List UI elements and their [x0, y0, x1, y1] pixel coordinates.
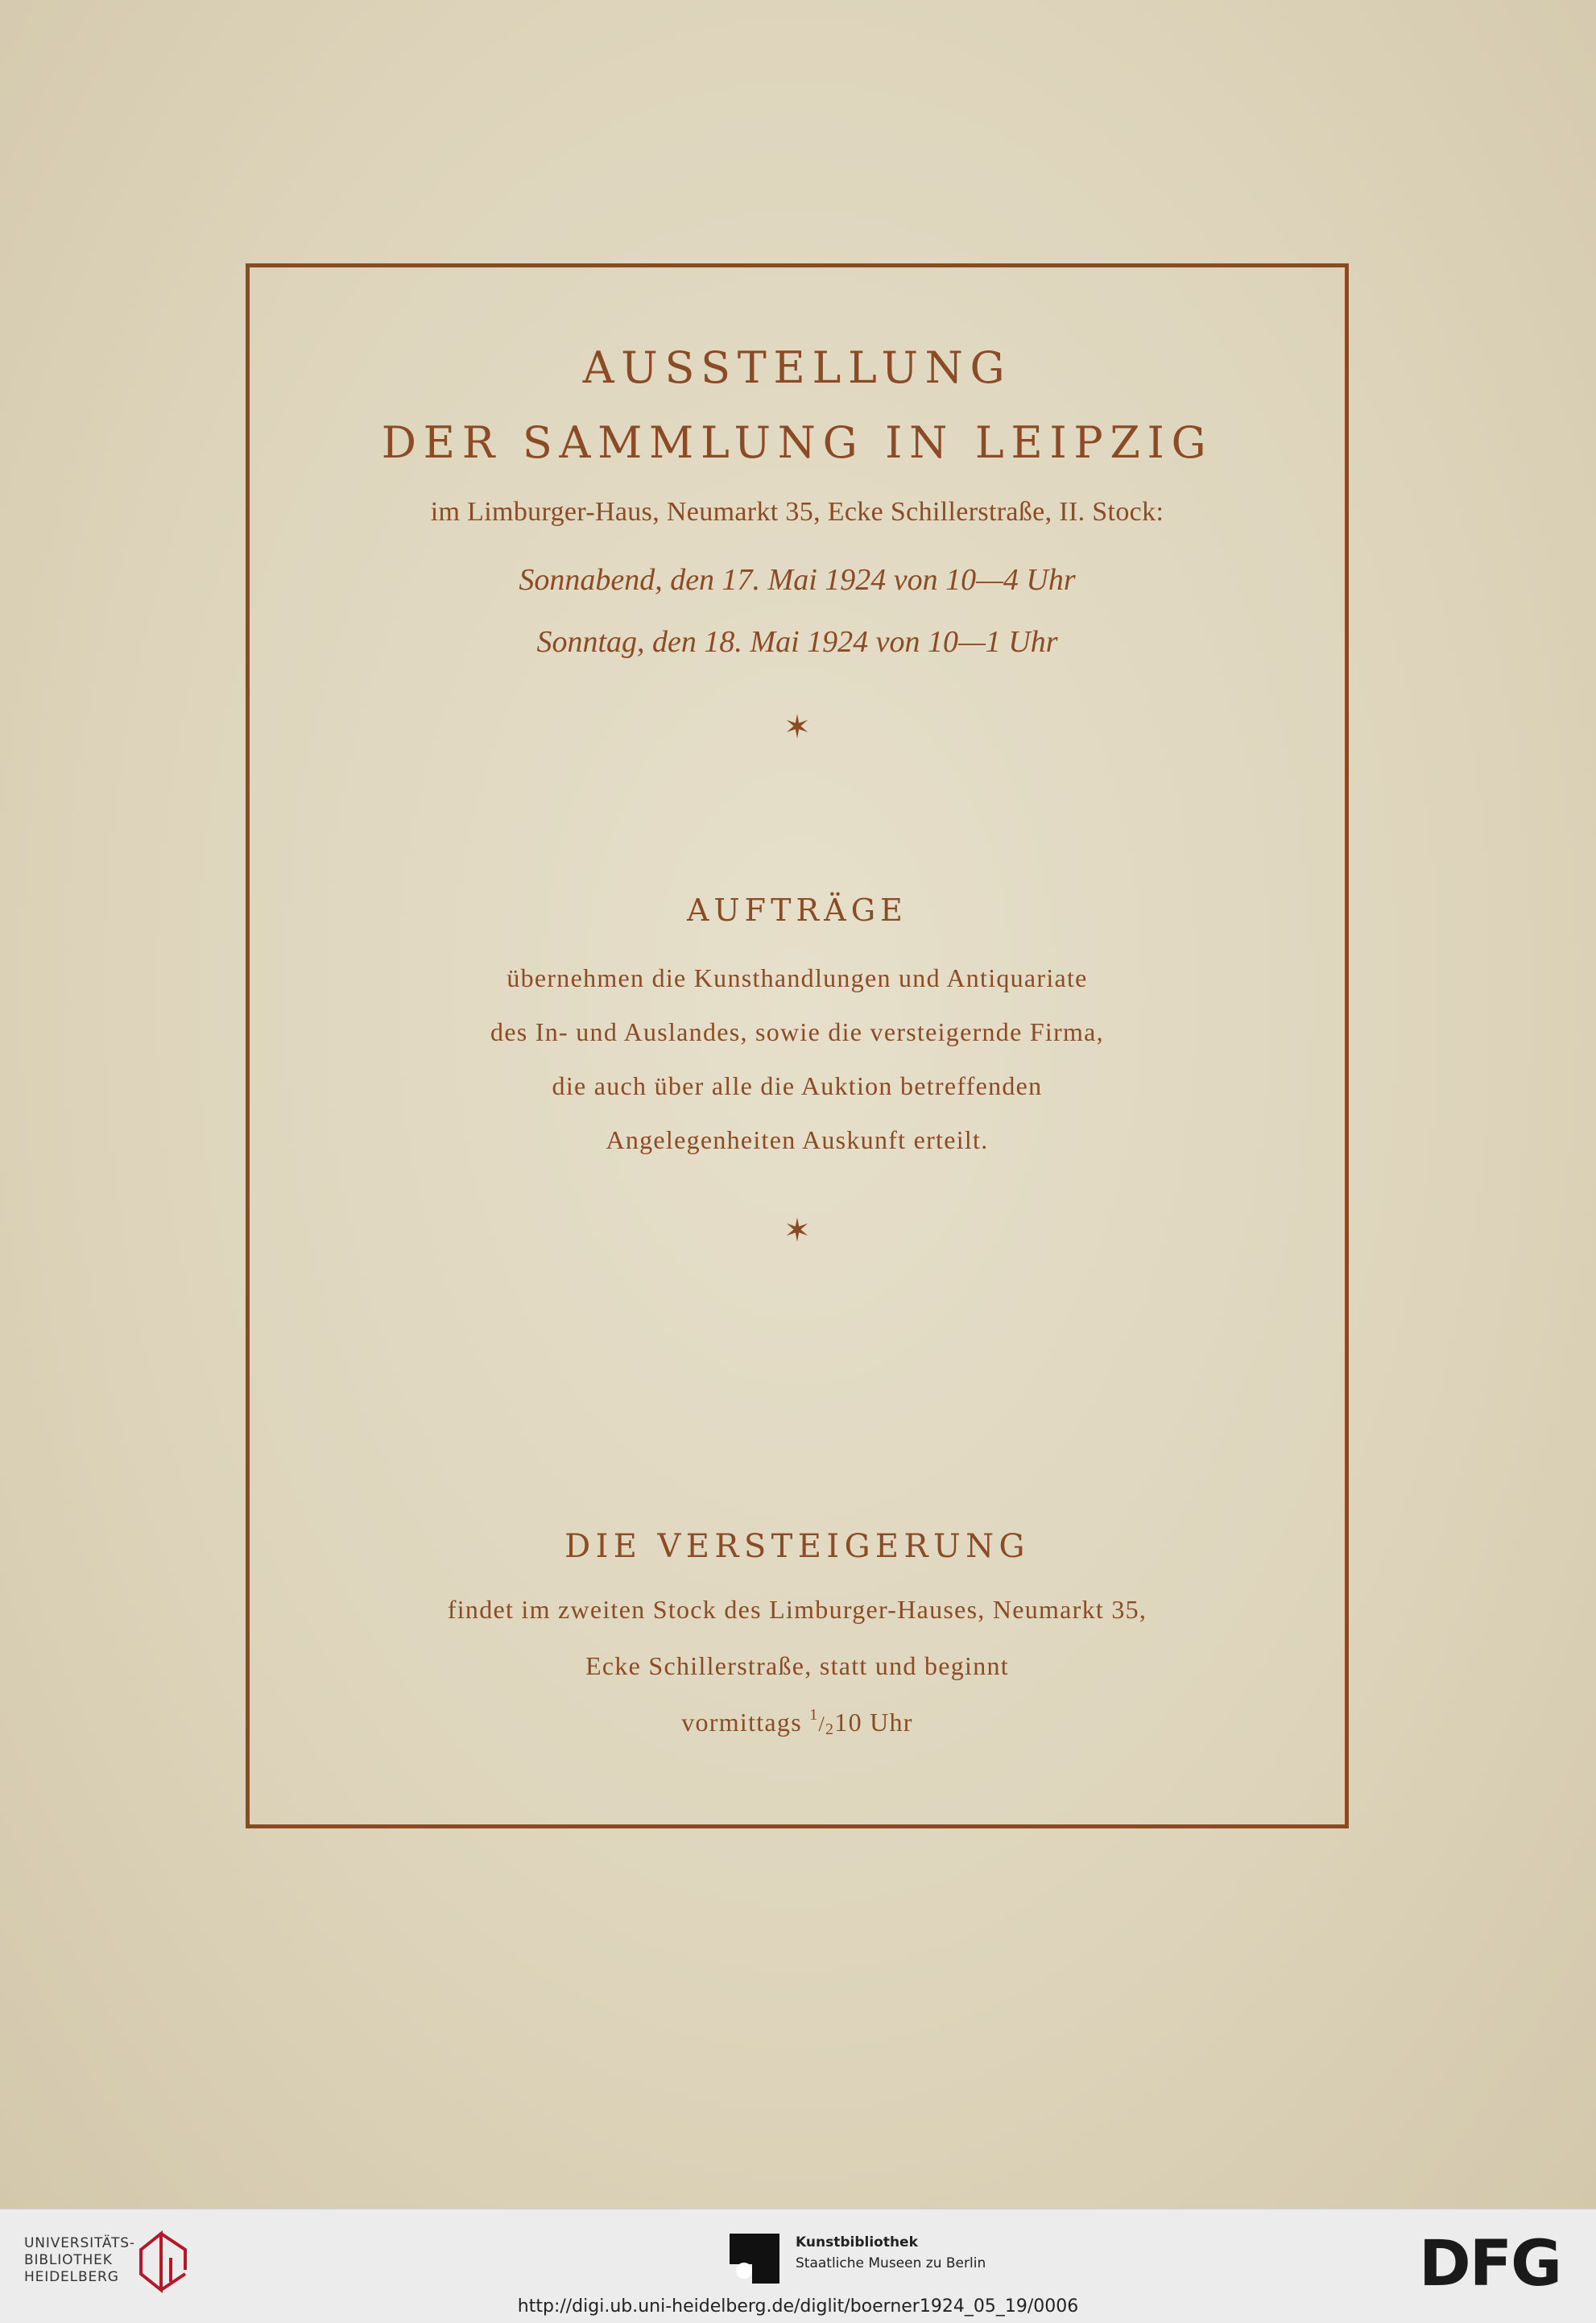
time-prefix: vormittags	[681, 1708, 802, 1737]
auftraege-line: des In- und Auslandes, sowie die versteigernde Firma,	[490, 1017, 1104, 1046]
auction-start-time	[246, 1706, 1349, 1739]
auftraege-line: Angelegenheiten Auskunft erteilt.	[606, 1125, 989, 1154]
ornament-star-1: ✶	[784, 709, 811, 746]
university-library-logo-icon[interactable]	[137, 2226, 193, 2298]
auftraege-line: die auch über alle die Auktion betreffenden	[552, 1071, 1043, 1100]
kunstbibliothek-wordmark[interactable]: Kunstbibliothek Staatliche Museen zu Berlin	[796, 2234, 986, 2271]
dfg-logo[interactable]: DFG	[1419, 2228, 1561, 2300]
ornament-star-2: ✶	[784, 1212, 811, 1249]
fraction-denominator: 2	[825, 1721, 835, 1738]
university-library-wordmark[interactable]: UNIVERSITÄTS- BIBLIOTHEK HEIDELBERG	[24, 2235, 135, 2285]
permalink-url[interactable]: http://digi.ub.uni-heidelberg.de/diglit/boerner1924_05_19/0006	[517, 2296, 1079, 2317]
versteigerung-line: findet im zweiten Stock des Limburger-Hauses, Neumarkt 35,	[447, 1595, 1147, 1624]
time-suffix: 10 Uhr	[834, 1708, 913, 1737]
auftraege-heading: AUFTRÄGE	[687, 892, 908, 928]
time-fraction	[809, 1708, 834, 1737]
title-line-1: AUSSTELLUNG	[582, 342, 1012, 393]
fraction-slash: /	[818, 1712, 826, 1736]
title-line-2: DER SAMMLUNG IN LEIPZIG	[381, 417, 1214, 468]
versteigerung-heading: DIE VERSTEIGERUNG	[564, 1528, 1030, 1565]
fraction-numerator: 1	[809, 1706, 819, 1724]
exhibition-address: im Limburger-Haus, Neumarkt 35, Ecke Schillerstraße, II. Stock:	[430, 497, 1164, 527]
versteigerung-line: Ecke Schillerstraße, statt und beginnt	[585, 1651, 1009, 1680]
auftraege-line: übernehmen die Kunsthandlungen und Antiquariate	[507, 963, 1088, 992]
footer-bar	[0, 2209, 1596, 2323]
exhibition-date-saturday: Sonnabend, den 17. Mai 1924 von 10—4 Uhr	[519, 563, 1076, 597]
kunstbibliothek-logo-icon[interactable]	[730, 2234, 779, 2284]
exhibition-date-sunday: Sonntag, den 18. Mai 1924 von 10—1 Uhr	[536, 625, 1058, 659]
